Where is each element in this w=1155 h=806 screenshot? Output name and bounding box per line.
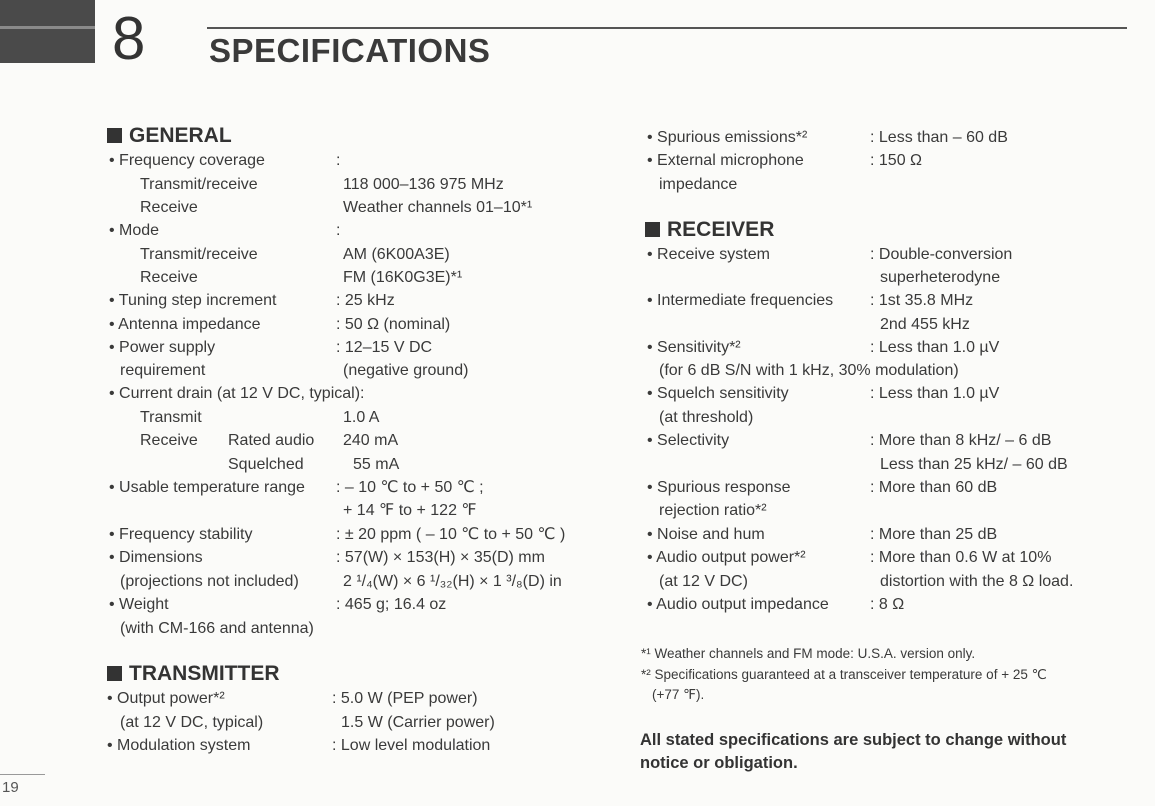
- spec-sublabel: Squelched: [228, 456, 304, 473]
- spec-value: : 12–15 V DC: [336, 339, 433, 356]
- footnote: *² Specifications guaranteed at a transceiver temperature of + 25 ℃: [641, 667, 1047, 682]
- spec-value: :: [336, 152, 341, 169]
- spec-value: AM (6K00A3E): [343, 246, 450, 263]
- spec-value: : 1st 35.8 MHz: [870, 292, 974, 309]
- change-notice: notice or obligation.: [640, 754, 798, 772]
- spec-label: • Weight: [109, 596, 169, 613]
- spec-sublabel: Rated audio: [228, 432, 315, 449]
- spec-value: : 465 g; 16.4 oz: [336, 596, 447, 613]
- spec-value: Less than 25 kHz/ – 60 dB: [880, 456, 1068, 473]
- spec-label: • Frequency stability: [109, 526, 253, 543]
- spec-label: • Modulation system: [107, 737, 251, 754]
- spec-label: • Intermediate frequencies: [647, 292, 834, 309]
- spec-label: • Mode: [109, 222, 160, 239]
- spec-value: 1.0 A: [343, 409, 380, 426]
- spec-value: : – 10 ℃ to + 50 ℃ ;: [336, 479, 484, 496]
- section-heading-transmitter: TRANSMITTER: [107, 662, 280, 686]
- page-number-rule: [0, 774, 45, 775]
- spec-label: rejection ratio*²: [659, 502, 767, 519]
- section-heading-receiver: RECEIVER: [645, 218, 774, 242]
- spec-value: 2 ¹/₄(W) × 6 ¹/₃₂(H) × 1 ³/₈(D) in: [343, 573, 562, 590]
- spec-label: • Power supply: [109, 339, 216, 356]
- spec-sublabel: Transmit/receive: [140, 246, 258, 263]
- spec-label: (at 12 V DC, typical): [120, 714, 264, 731]
- spec-value: 55 mA: [353, 456, 400, 473]
- spec-sublabel: Receive: [140, 199, 198, 216]
- spec-value: 1.5 W (Carrier power): [341, 714, 495, 731]
- spec-label: (with CM-166 and antenna): [120, 620, 314, 637]
- spec-label: • Audio output power*²: [647, 549, 806, 566]
- spec-label: • Spurious emissions*²: [647, 129, 808, 146]
- spec-value: : More than 60 dB: [870, 479, 998, 496]
- spec-label: • Squelch sensitivity: [647, 385, 789, 402]
- section-square-icon: [645, 222, 660, 237]
- page-number: 19: [2, 779, 19, 796]
- spec-note: (for 6 dB S/N with 1 kHz, 30% modulation): [659, 362, 959, 379]
- spec-label: • Receive system: [647, 246, 770, 263]
- spec-label: • Selectivity: [647, 432, 730, 449]
- chapter-tab-mark: [0, 0, 95, 63]
- spec-value: : More than 25 dB: [870, 526, 998, 543]
- spec-label: (at threshold): [659, 409, 754, 426]
- spec-value: : More than 0.6 W at 10%: [870, 549, 1052, 566]
- spec-label: • Frequency coverage: [109, 152, 265, 169]
- spec-label: • Current drain (at 12 V DC, typical):: [109, 385, 365, 402]
- spec-value: 2nd 455 kHz: [880, 316, 970, 333]
- change-notice: All stated specifications are subject to change without: [640, 731, 1067, 749]
- header-rule: [207, 27, 1127, 29]
- spec-value: : 25 kHz: [336, 292, 395, 309]
- spec-value: : 150 Ω: [870, 152, 922, 169]
- spec-value: + 14 ℉ to + 122 ℉: [343, 502, 477, 519]
- spec-label: • Dimensions: [109, 549, 203, 566]
- spec-value: : 57(W) × 153(H) × 35(D) mm: [336, 549, 545, 566]
- spec-label: • Usable temperature range: [109, 479, 305, 496]
- spec-label: (projections not included): [120, 573, 299, 590]
- spec-value: : 8 Ω: [870, 596, 905, 613]
- spec-value: : 5.0 W (PEP power): [332, 690, 478, 707]
- spec-value: 240 mA: [343, 432, 399, 449]
- spec-value: : Less than 1.0 µV: [870, 339, 1000, 356]
- footnote: (+77 ℉).: [652, 687, 705, 702]
- spec-label: • External microphone: [647, 152, 804, 169]
- section-square-icon: [107, 128, 122, 143]
- page-title: SPECIFICATIONS: [209, 32, 491, 69]
- spec-value: : Less than 1.0 µV: [870, 385, 1000, 402]
- spec-value: : Double-conversion: [870, 246, 1013, 263]
- spec-value: : More than 8 kHz/ – 6 dB: [870, 432, 1052, 449]
- spec-label: • Output power*²: [107, 690, 225, 707]
- spec-value: : Less than – 60 dB: [870, 129, 1008, 146]
- spec-label: • Tuning step increment: [109, 292, 277, 309]
- spec-value: superheterodyne: [880, 269, 1001, 286]
- spec-label: • Audio output impedance: [647, 596, 829, 613]
- chapter-number: 8: [112, 5, 146, 72]
- section-heading-general: GENERAL: [107, 124, 232, 148]
- spec-value: : Low level modulation: [332, 737, 491, 754]
- spec-value: FM (16K0G3E)*¹: [343, 269, 463, 286]
- spec-sublabel: Receive: [140, 269, 198, 286]
- spec-label: • Spurious response: [647, 479, 791, 496]
- spec-sublabel: Transmit: [140, 409, 202, 426]
- spec-value: Weather channels 01–10*¹: [343, 199, 533, 216]
- spec-sublabel: Receive: [140, 432, 198, 449]
- spec-value: : 50 Ω (nominal): [336, 316, 451, 333]
- footnote: *¹ Weather channels and FM mode: U.S.A. version only.: [641, 646, 976, 661]
- spec-value: : ± 20 ppm ( – 10 ℃ to + 50 ℃ ): [336, 526, 566, 543]
- spec-label: • Sensitivity*²: [647, 339, 741, 356]
- spec-label: • Antenna impedance: [109, 316, 261, 333]
- spec-value: :: [336, 222, 341, 239]
- spec-label: • Noise and hum: [647, 526, 765, 543]
- spec-label: (at 12 V DC): [659, 573, 748, 590]
- spec-value: distortion with the 8 Ω load.: [880, 573, 1074, 590]
- spec-label: requirement: [120, 362, 206, 379]
- spec-label: impedance: [659, 176, 738, 193]
- spec-sublabel: Transmit/receive: [140, 176, 258, 193]
- section-square-icon: [107, 666, 122, 681]
- spec-value: 118 000–136 975 MHz: [343, 176, 504, 193]
- spec-value: (negative ground): [343, 362, 469, 379]
